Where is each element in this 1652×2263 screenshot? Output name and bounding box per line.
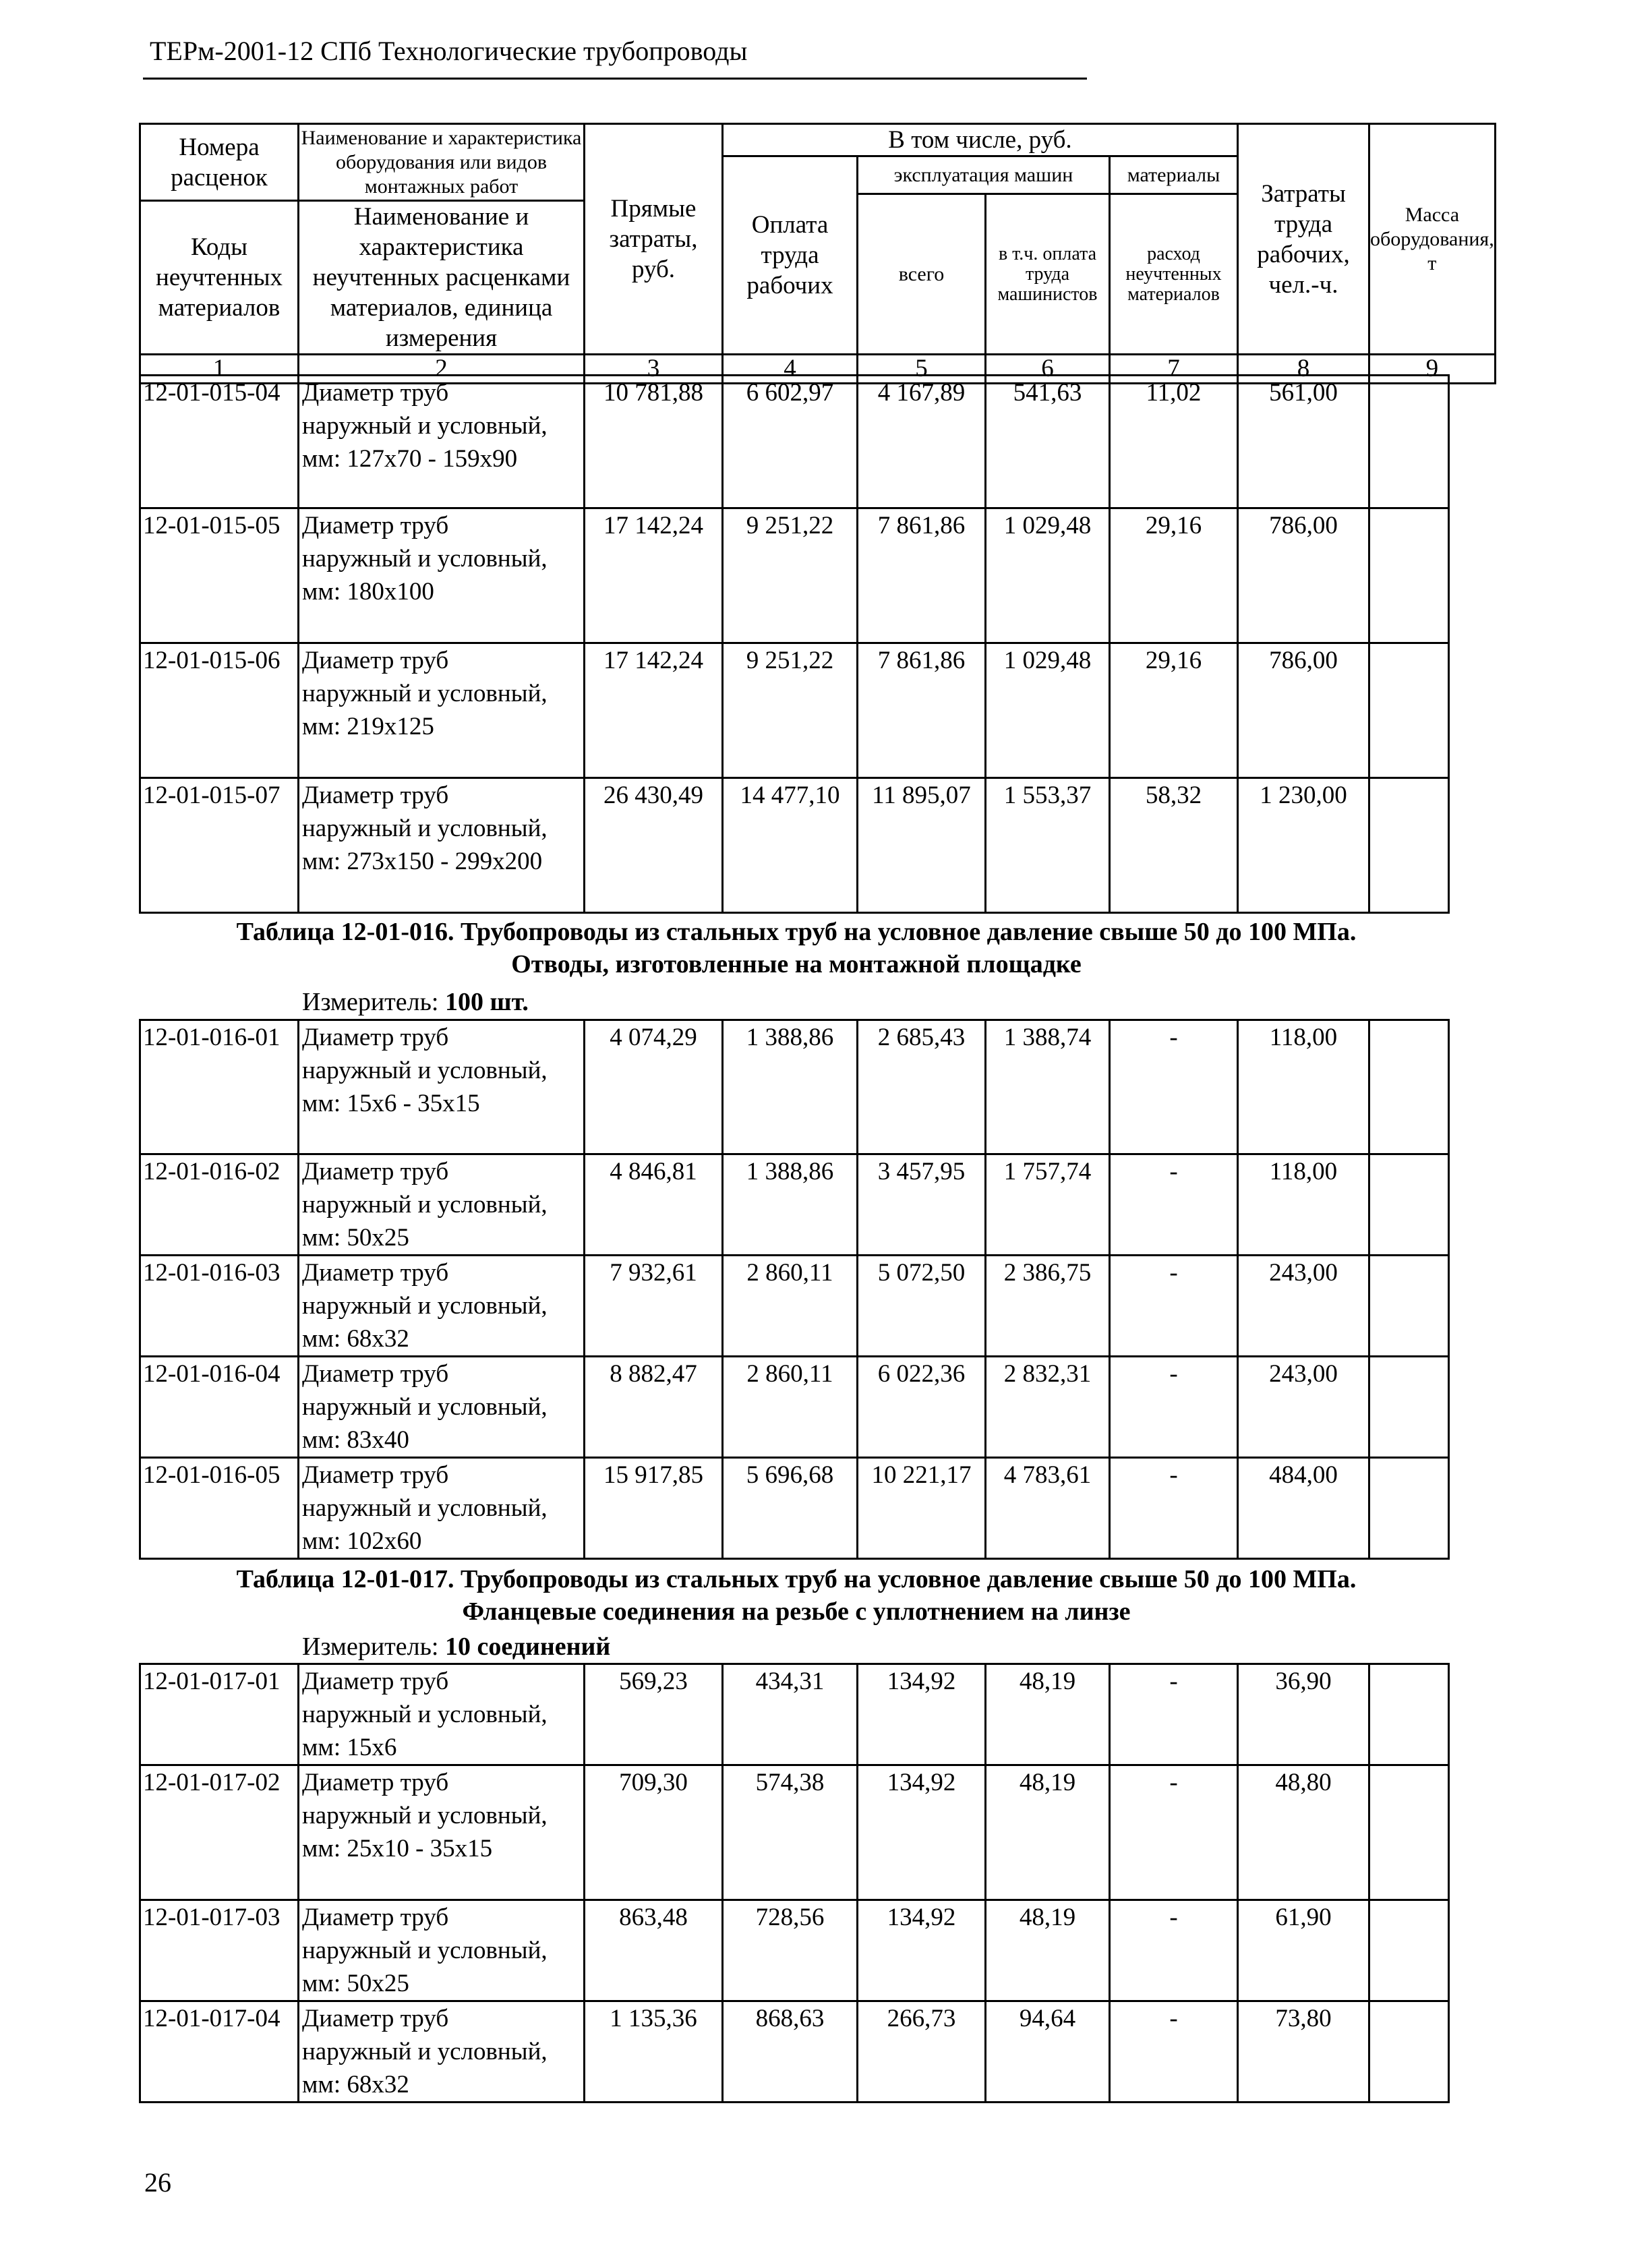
labor-pay: 434,31	[723, 1664, 858, 1765]
mass-value	[1369, 1020, 1449, 1154]
rate-name-line: мм: 127x70 - 159x90	[302, 445, 518, 473]
column-number: 3	[585, 355, 723, 384]
column-number: 6	[986, 355, 1110, 384]
materials-cost: -	[1110, 1020, 1238, 1154]
column-header-group: В том числе, руб.	[723, 124, 1238, 156]
labor-hours: 243,00	[1238, 1256, 1369, 1357]
rate-name-line: Диаметр труб	[302, 379, 449, 407]
operators-pay: 1 029,48	[986, 643, 1110, 778]
rate-name-line: наружный и условный,	[302, 1057, 548, 1084]
labor-pay: 2 860,11	[723, 1256, 858, 1357]
unit-label: Измеритель:	[302, 988, 439, 1016]
rate-name	[299, 1765, 585, 1900]
labor-pay: 728,56	[723, 1900, 858, 2001]
table-016-caption-line2: Отводы, изготовленные на монтажной площадке	[511, 950, 1082, 978]
rate-name-line: мм: 68x32	[302, 2071, 409, 2098]
mass-value	[1369, 1900, 1449, 2001]
rate-name-line: мм: 273x150 - 299x200	[302, 848, 543, 875]
operators-pay: 4 783,61	[986, 1458, 1110, 1559]
rate-code: 12-01-015-06	[140, 643, 299, 778]
direct-cost: 1 135,36	[585, 2001, 723, 2103]
unit-value: 10 соединений	[445, 1633, 611, 1661]
column-number: 4	[723, 355, 858, 384]
rate-name-line: мм: 83x40	[302, 1426, 409, 1454]
mass-value	[1369, 1765, 1449, 1900]
labor-pay: 1 388,86	[723, 1154, 858, 1256]
labor-pay: 14 477,10	[723, 778, 858, 913]
rate-name-line: Диаметр труб	[302, 1259, 449, 1287]
rate-name-line: наружный и условный,	[302, 1937, 548, 1964]
labor-hours: 1 230,00	[1238, 778, 1369, 913]
rate-code: 12-01-017-04	[140, 2001, 299, 2103]
column-number: 7	[1110, 355, 1238, 384]
labor-hours: 118,00	[1238, 1154, 1369, 1256]
machines-total: 6 022,36	[858, 1357, 986, 1458]
header-rule	[143, 78, 1087, 80]
direct-cost: 569,23	[585, 1664, 723, 1765]
rate-name-line: наружный и условный,	[302, 412, 548, 440]
rate-name	[299, 643, 585, 778]
table-row	[140, 1357, 1449, 1458]
table-017-unit	[302, 1632, 610, 1662]
materials-cost: 11,02	[1110, 376, 1238, 508]
rate-name	[299, 1458, 585, 1559]
column-header-unaccounted-materials: расход неучтенных материалов	[1110, 194, 1238, 355]
operators-pay: 2 832,31	[986, 1357, 1110, 1458]
rate-name	[299, 778, 585, 913]
rate-name	[299, 508, 585, 643]
mass-value	[1369, 643, 1449, 778]
rate-name-line: наружный и условный,	[302, 1292, 548, 1320]
labor-hours: 36,90	[1238, 1664, 1369, 1765]
rate-name-line: наружный и условный,	[302, 1191, 548, 1218]
column-header-name-top: Наименование и характеристика оборудования или видов монтажных работ	[299, 124, 585, 201]
direct-cost: 15 917,85	[585, 1458, 723, 1559]
column-header-labor-hours: Затраты труда рабочих, чел.-ч.	[1238, 124, 1369, 355]
rate-name-line: наружный и условный,	[302, 1701, 548, 1728]
mass-value	[1369, 1154, 1449, 1256]
column-header-table	[139, 123, 1496, 384]
labor-hours: 73,80	[1238, 2001, 1369, 2103]
column-number: 9	[1369, 355, 1496, 384]
machines-total: 10 221,17	[858, 1458, 986, 1559]
direct-cost: 8 882,47	[585, 1357, 723, 1458]
rate-name	[299, 376, 585, 508]
column-header-mass: Масса оборудования, т	[1369, 124, 1496, 355]
rate-name-line: Диаметр труб	[302, 1158, 449, 1185]
unit-label: Измеритель:	[302, 1633, 439, 1661]
operators-pay: 94,64	[986, 2001, 1110, 2103]
direct-cost: 4 846,81	[585, 1154, 723, 1256]
rate-name-line: мм: 180x100	[302, 578, 434, 606]
materials-cost: -	[1110, 1458, 1238, 1559]
machines-total: 134,92	[858, 1664, 986, 1765]
unit-value: 100 шт.	[445, 988, 529, 1016]
table-017-caption-line1: Таблица 12-01-017. Трубопроводы из стальных труб на условное давление свыше 50 до 100 МПа.	[236, 1565, 1357, 1593]
column-number: 1	[140, 355, 299, 384]
page-header-title: ТЕРм-2001-12 СПб Технологические трубопроводы	[150, 36, 748, 66]
rate-name-line: мм: 50x25	[302, 1224, 409, 1252]
labor-pay: 5 696,68	[723, 1458, 858, 1559]
materials-cost: -	[1110, 1256, 1238, 1357]
table-016-caption	[139, 916, 1454, 980]
labor-hours: 786,00	[1238, 508, 1369, 643]
machines-total: 266,73	[858, 2001, 986, 2103]
table-row	[140, 1765, 1449, 1900]
rate-code: 12-01-016-01	[140, 1020, 299, 1154]
rate-code: 12-01-016-03	[140, 1256, 299, 1357]
labor-hours: 48,80	[1238, 1765, 1369, 1900]
column-header-direct-costs: Прямые затраты, руб.	[585, 124, 723, 355]
mass-value	[1369, 778, 1449, 913]
machines-total: 11 895,07	[858, 778, 986, 913]
table-016-caption-line1: Таблица 12-01-016. Трубопроводы из стальных труб на условное давление свыше 50 до 100 МПа.	[236, 918, 1357, 946]
rate-name-line: Диаметр труб	[302, 1024, 449, 1051]
mass-value	[1369, 1664, 1449, 1765]
rate-name-line: Диаметр труб	[302, 1904, 449, 1931]
direct-cost: 7 932,61	[585, 1256, 723, 1357]
operators-pay: 1 553,37	[986, 778, 1110, 913]
materials-cost: 58,32	[1110, 778, 1238, 913]
table-017-caption-line2: Фланцевые соединения на резьбе с уплотнением на линзе	[462, 1597, 1131, 1626]
rate-name-line: наружный и условный,	[302, 1494, 548, 1522]
column-header-name-bottom: Наименование и характеристика неучтенных расценками материалов, единица измерения	[299, 201, 585, 355]
rate-name-line: наружный и условный,	[302, 2038, 548, 2065]
mass-value	[1369, 1458, 1449, 1559]
rate-name-line: наружный и условный,	[302, 815, 548, 842]
mass-value	[1369, 1357, 1449, 1458]
labor-pay: 6 602,97	[723, 376, 858, 508]
labor-pay: 1 388,86	[723, 1020, 858, 1154]
table-row	[140, 778, 1449, 913]
labor-pay: 2 860,11	[723, 1357, 858, 1458]
rate-code: 12-01-015-07	[140, 778, 299, 913]
labor-pay: 9 251,22	[723, 643, 858, 778]
materials-cost: -	[1110, 1664, 1238, 1765]
page-number: 26	[144, 2167, 171, 2198]
rate-name	[299, 1154, 585, 1256]
rate-name-line: мм: 15x6	[302, 1734, 397, 1761]
table-row	[140, 1020, 1449, 1154]
operators-pay: 2 386,75	[986, 1256, 1110, 1357]
labor-pay: 574,38	[723, 1765, 858, 1900]
rate-name-line: Диаметр труб	[302, 782, 449, 809]
rate-code: 12-01-017-03	[140, 1900, 299, 2001]
direct-cost: 4 074,29	[585, 1020, 723, 1154]
machines-total: 7 861,86	[858, 508, 986, 643]
machines-total: 7 861,86	[858, 643, 986, 778]
rate-name-line: наружный и условный,	[302, 1802, 548, 1829]
rate-name-line: Диаметр труб	[302, 1769, 449, 1796]
rate-name	[299, 1020, 585, 1154]
labor-hours: 243,00	[1238, 1357, 1369, 1458]
rate-name	[299, 2001, 585, 2103]
table-017	[139, 1663, 1450, 2103]
rate-name-line: Диаметр труб	[302, 2005, 449, 2032]
column-header-machines: эксплуатация машин	[858, 156, 1110, 194]
column-header-codes-bottom: Коды неучтенных материалов	[140, 201, 299, 355]
operators-pay: 1 029,48	[986, 508, 1110, 643]
materials-cost: -	[1110, 1900, 1238, 2001]
rate-code: 12-01-017-02	[140, 1765, 299, 1900]
rate-name-line: Диаметр труб	[302, 1461, 449, 1489]
column-header-labor-pay: Оплата труда рабочих	[723, 156, 858, 355]
mass-value	[1369, 508, 1449, 643]
labor-hours: 786,00	[1238, 643, 1369, 778]
mass-value	[1369, 376, 1449, 508]
rate-name-line: Диаметр труб	[302, 1668, 449, 1695]
rate-name-line: наружный и условный,	[302, 1393, 548, 1421]
rate-code: 12-01-015-04	[140, 376, 299, 508]
direct-cost: 17 142,24	[585, 508, 723, 643]
direct-cost: 709,30	[585, 1765, 723, 1900]
materials-cost: 29,16	[1110, 643, 1238, 778]
labor-hours: 118,00	[1238, 1020, 1369, 1154]
machines-total: 2 685,43	[858, 1020, 986, 1154]
labor-hours: 61,90	[1238, 1900, 1369, 2001]
mass-value	[1369, 2001, 1449, 2103]
table-row	[140, 508, 1449, 643]
column-header-operators-pay: в т.ч. оплата труда машинистов	[986, 194, 1110, 355]
table-row	[140, 1154, 1449, 1256]
column-header-materials: материалы	[1110, 156, 1238, 194]
rate-name-line: мм: 102x60	[302, 1527, 422, 1555]
column-header-machines-total: всего	[858, 194, 986, 355]
table-row	[140, 1664, 1449, 1765]
rate-name	[299, 1256, 585, 1357]
rate-name	[299, 1900, 585, 2001]
direct-cost: 10 781,88	[585, 376, 723, 508]
operators-pay: 541,63	[986, 376, 1110, 508]
rate-code: 12-01-015-05	[140, 508, 299, 643]
materials-cost: -	[1110, 1765, 1238, 1900]
mass-value	[1369, 1256, 1449, 1357]
operators-pay: 1 757,74	[986, 1154, 1110, 1256]
direct-cost: 26 430,49	[585, 778, 723, 913]
machines-total: 134,92	[858, 1765, 986, 1900]
materials-cost: -	[1110, 2001, 1238, 2103]
direct-cost: 17 142,24	[585, 643, 723, 778]
rate-code: 12-01-016-04	[140, 1357, 299, 1458]
labor-pay: 868,63	[723, 2001, 858, 2103]
rate-name-line: мм: 25x10 - 35x15	[302, 1835, 493, 1862]
table-row	[140, 1900, 1449, 2001]
rate-name-line: мм: 68x32	[302, 1325, 409, 1353]
materials-cost: -	[1110, 1154, 1238, 1256]
rate-name-line: Диаметр труб	[302, 512, 449, 539]
column-number: 2	[299, 355, 585, 384]
rate-name-line: мм: 15x6 - 35x15	[302, 1090, 480, 1117]
operators-pay: 48,19	[986, 1765, 1110, 1900]
machines-total: 4 167,89	[858, 376, 986, 508]
table-016	[139, 1019, 1450, 1560]
operators-pay: 48,19	[986, 1900, 1110, 2001]
rate-code: 12-01-016-02	[140, 1154, 299, 1256]
machines-total: 134,92	[858, 1900, 986, 2001]
rate-code: 12-01-016-05	[140, 1458, 299, 1559]
rate-name-line: наружный и условный,	[302, 545, 548, 572]
table-row	[140, 1256, 1449, 1357]
table-row	[140, 643, 1449, 778]
column-header-codes-top: Номера расценок	[140, 124, 299, 201]
rate-code: 12-01-017-01	[140, 1664, 299, 1765]
rate-name-line: мм: 50x25	[302, 1970, 409, 1997]
operators-pay: 48,19	[986, 1664, 1110, 1765]
machines-total: 5 072,50	[858, 1256, 986, 1357]
table-015	[139, 374, 1450, 914]
rate-name-line: Диаметр труб	[302, 647, 449, 674]
table-row	[140, 2001, 1449, 2103]
table-row	[140, 376, 1449, 508]
table-row	[140, 1458, 1449, 1559]
rate-name-line: Диаметр труб	[302, 1360, 449, 1388]
rate-name	[299, 1357, 585, 1458]
materials-cost: 29,16	[1110, 508, 1238, 643]
column-number: 8	[1238, 355, 1369, 384]
materials-cost: -	[1110, 1357, 1238, 1458]
labor-hours: 561,00	[1238, 376, 1369, 508]
operators-pay: 1 388,74	[986, 1020, 1110, 1154]
machines-total: 3 457,95	[858, 1154, 986, 1256]
column-number: 5	[858, 355, 986, 384]
rate-name-line: мм: 219x125	[302, 713, 434, 740]
rate-name-line: наружный и условный,	[302, 680, 548, 707]
labor-pay: 9 251,22	[723, 508, 858, 643]
labor-hours: 484,00	[1238, 1458, 1369, 1559]
table-016-unit	[302, 987, 529, 1017]
table-017-caption	[139, 1563, 1454, 1628]
direct-cost: 863,48	[585, 1900, 723, 2001]
rate-name	[299, 1664, 585, 1765]
